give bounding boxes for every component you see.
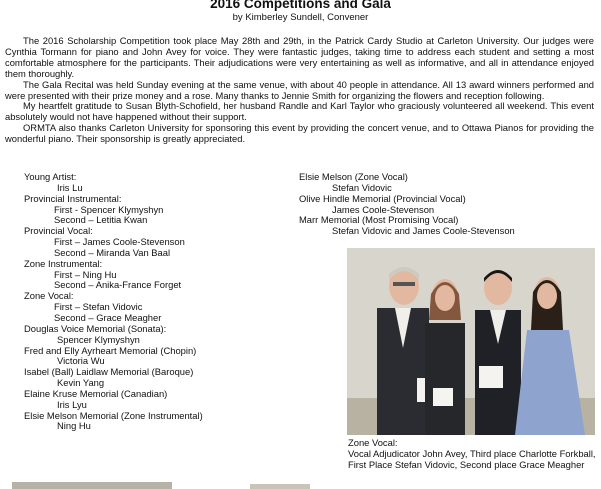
photo-caption-heading: Zone Vocal: xyxy=(348,437,398,448)
award-winner: Second – Anika-France Forget xyxy=(54,279,182,291)
article-byline: by Kimberley Sundell, Convener xyxy=(232,12,369,23)
award-category: Zone Vocal: xyxy=(24,290,74,302)
award-winner: Iris Lyu xyxy=(57,398,87,410)
awards-list-left xyxy=(24,172,203,432)
article-body xyxy=(5,36,594,145)
paragraph: The Gala Recital was held Sunday evening at the same venue, with about 40 people in attendance. All 13 award winners performed and were presented with their prize money and a rose. Many thanks to Jennie Smith for organizing the flowers and reception following. xyxy=(5,78,594,101)
award-category: Isabel (Ball) Laidlaw Memorial (Baroque) xyxy=(24,366,194,378)
award-winner: First – James Coole-Stevenson xyxy=(54,236,185,248)
award-winner: Second – Grace Meagher xyxy=(54,311,162,323)
award-winner: First – Ning Hu xyxy=(54,268,117,280)
award-category: Fred and Elly Ayrheart Memorial (Chopin) xyxy=(24,344,197,356)
award-category: Zone Instrumental: xyxy=(24,257,103,269)
award-winner: Spencer Klymyshyn xyxy=(57,333,140,345)
award-category: Elaine Kruse Memorial (Canadian) xyxy=(24,387,168,399)
awards-list-right xyxy=(299,172,515,237)
article-title: 2016 Competitions and Gala xyxy=(210,0,391,11)
award-category: Elsie Melson (Zone Vocal) xyxy=(299,171,408,182)
award-category: Elsie Melson Memorial (Zone Instrumental) xyxy=(24,409,203,421)
award-winner: James Coole-Stevenson xyxy=(332,203,435,215)
award-winner: Kevin Yang xyxy=(57,377,105,389)
cropped-photo-bottom xyxy=(12,482,172,489)
award-winner: Victoria Wu xyxy=(57,355,105,367)
award-winner: First – Stefan Vidovic xyxy=(54,301,143,313)
award-winner: Iris Lu xyxy=(57,181,83,193)
award-winner: Second – Letitia Kwan xyxy=(54,214,148,226)
paragraph: ORMTA also thanks Carleton University for sponsoring this event by providing the concert venue, and to Ottawa Pianos for providing the wonderful piano. Their sponsorship is greatly appreciated. xyxy=(5,122,594,145)
photo-caption xyxy=(348,438,598,471)
award-winner: First - Spencer Klymyshyn xyxy=(54,203,164,215)
award-winner: Second – Miranda Van Baal xyxy=(54,246,171,258)
award-category: Olive Hindle Memorial (Provincial Vocal) xyxy=(299,192,466,204)
award-winner: Ning Hu xyxy=(57,420,91,432)
award-category: Marr Memorial (Most Promising Vocal) xyxy=(299,214,459,226)
award-category: Provincial Vocal: xyxy=(24,225,93,237)
award-winner: Stefan Vidovic and James Coole-Stevenson xyxy=(332,225,515,237)
award-winner: Stefan Vidovic xyxy=(332,181,392,193)
zone-vocal-winners-photo xyxy=(347,248,595,435)
paragraph: My heartfelt gratitude to Susan Blyth-Schofield, her husband Randle and Karl Taylor who graciously volunteered all weekend. This event absolutely would not have happened without their support. xyxy=(5,100,594,123)
award-category: Provincial Instrumental: xyxy=(24,192,122,204)
award-category: Douglas Voice Memorial (Sonata): xyxy=(24,322,167,334)
group-photo-illustration xyxy=(347,248,595,435)
paragraph: The 2016 Scholarship Competition took place May 28th and 29th, in the Patrick Cardy Studio at Carleton University. Our judges were Cynthia Tormann for piano and John Avey for voice. They were fantastic judges, taking time to address each student and setting a most comfortable atmosphere for the participants. Their adjudications were very entertaining as well as informative, and all in attendance enjoyed them thoroughly. xyxy=(5,35,594,79)
award-category: Young Artist: xyxy=(24,171,77,182)
photo-caption-text: Vocal Adjudicator John Avey, Third place Charlotte Forkball, First Place Stefan Vidovic, Second place Grace Meagher xyxy=(348,447,596,470)
cropped-photo-bottom-2 xyxy=(250,484,310,489)
